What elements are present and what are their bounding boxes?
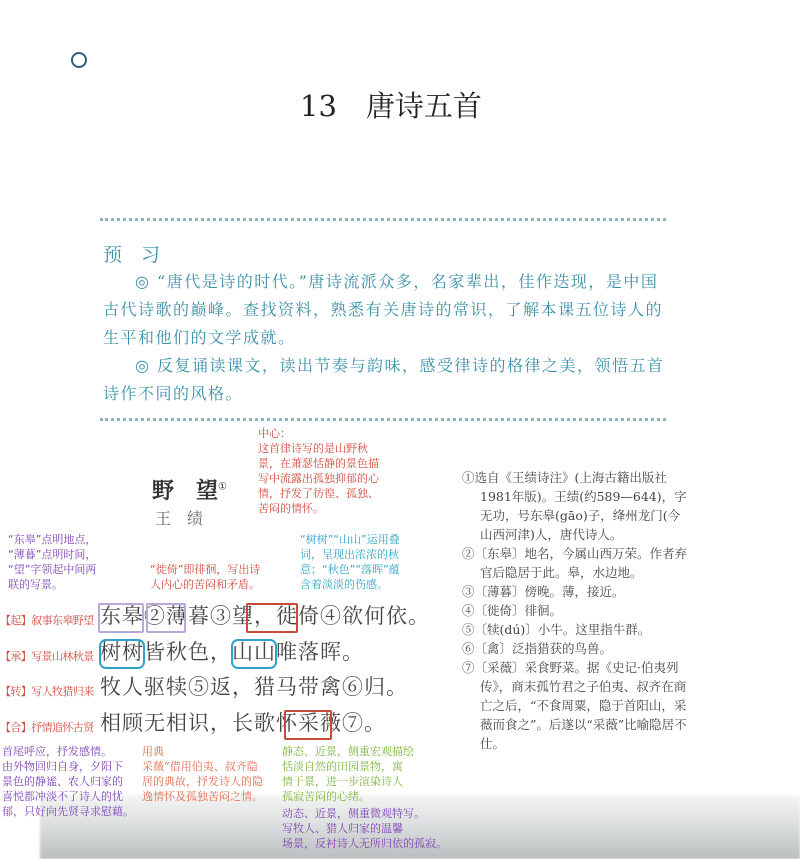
poem-title-text: 野 望 bbox=[152, 478, 219, 504]
lesson-title: 13 唐诗五首 bbox=[300, 89, 482, 123]
footnote: ⑦〔采薇〕采食野菜。据《史记·伯夷列传》，商末孤竹君之子伯夷、叔齐在商亡之后，“不食周粟，隐于首阳山，采薇而食之”。后遂以“采薇”比喻隐居不仕。 bbox=[462, 660, 687, 751]
annotation-line: 意；“秋色”“落晖”蕴 bbox=[300, 563, 400, 576]
footnote: ②〔东皋〕地名，今属山西万荣。作者弃官后隐居于此。皋，水边地。 bbox=[462, 546, 688, 580]
annotation-line: 这首律诗写的是山野秋 bbox=[258, 442, 368, 455]
annotation-line: 采薇”借用伯夷、叔齐隐 bbox=[142, 760, 258, 773]
highlight-box bbox=[98, 603, 144, 633]
poem-line: 树树皆秋色，山山唯落晖。 bbox=[100, 640, 364, 664]
annotation-line: 中心： bbox=[258, 427, 291, 440]
footnote: ⑤〔犊(dú)〕小牛。这里指牛群。 bbox=[462, 622, 651, 637]
poem-line: 东皋②薄暮③望，徙倚④欲何依。 bbox=[100, 604, 430, 628]
structure-label: 【承】写景山林秋景 bbox=[0, 650, 94, 663]
highlight-box bbox=[246, 603, 298, 633]
annotation-ending bbox=[2, 744, 134, 819]
annotation-line: 苦闷的情怀。 bbox=[258, 502, 324, 515]
annotation-line: 居的典故，抒发诗人的隐 bbox=[142, 775, 263, 788]
footnote: ①选自《王绩诗注》(上海古籍出版社1981年版)。王绩(约589—644)，字无功，号东皋(gāo)子，绛州龙门(今山西河津)人，唐代诗人。 bbox=[462, 470, 687, 542]
annotation-line: 写中流露出孤独抑郁的心 bbox=[258, 472, 379, 485]
annotation-line: 郁，只好向先贤寻求慰藉。 bbox=[2, 805, 134, 818]
preview-paragraph: ◎ “唐代是诗的时代。”唐诗流派众多，名家辈出，佳作迭现，是中国古代诗歌的巅峰。查找资料，熟悉有关唐诗的常识，了解本课五位诗人的生平和他们的文学成就。 bbox=[103, 272, 664, 347]
preview-paragraph: ◎ 反复诵读课文，读出节奏与韵味，感受律诗的格律之美，领悟五首诗作不同的风格。 bbox=[103, 356, 665, 403]
annotation-line: 人内心的苦闷和矛盾。 bbox=[150, 578, 260, 591]
annotation-line: 孤寂苦闷的心绪。 bbox=[282, 790, 370, 803]
annotation-line: 首尾呼应，抒发感情。 bbox=[2, 745, 112, 758]
footnote: ③〔薄暮〕傍晚。薄，接近。 bbox=[462, 584, 625, 599]
annotation-line: 动态、近景，侧重微观特写。 bbox=[282, 807, 425, 820]
footnote: ④〔徙倚〕徘徊。 bbox=[462, 603, 563, 618]
footnote-ref: ① bbox=[218, 481, 227, 493]
annotation-place-time bbox=[8, 532, 96, 592]
highlight-box bbox=[284, 710, 332, 740]
annotation-xuyi bbox=[150, 562, 260, 592]
poem-title bbox=[152, 474, 227, 505]
highlight-box bbox=[231, 639, 277, 669]
annotation-line: 逸情怀及孤独苦闷之情。 bbox=[142, 790, 263, 803]
annotation-line: “薄暮”点明时间， bbox=[8, 548, 97, 561]
structure-label: 【合】抒情追怀古贤 bbox=[0, 721, 94, 734]
annotation-line: 写牧人、猎人归家的温馨 bbox=[282, 822, 403, 835]
annotation-line: 联的写景。 bbox=[8, 578, 63, 591]
structure-label: 【起】叙事东皋野望 bbox=[0, 614, 94, 627]
divider bbox=[100, 418, 666, 421]
annotation-line: 景色的静谧、农人归家的 bbox=[2, 775, 123, 788]
annotation-allusion bbox=[142, 744, 263, 804]
annotation-line: 静态、近景，侧重宏观描绘 bbox=[282, 745, 414, 758]
annotation-dynamic bbox=[282, 806, 447, 851]
annotation-line: “徙倚”即徘徊，写出诗 bbox=[150, 563, 261, 576]
structure-label: 【转】写人牧猎归来 bbox=[0, 685, 94, 698]
annotation-line: 用典 bbox=[142, 745, 164, 758]
annotation-line: 场景，反衬诗人无所归依的孤寂。 bbox=[282, 837, 447, 850]
preview-text bbox=[103, 268, 666, 408]
poem-line: 相顾无相识，长歌怀采薇⑦。 bbox=[100, 711, 386, 735]
annotation-reduplication bbox=[300, 532, 400, 592]
preview-heading: 预 习 bbox=[103, 244, 161, 266]
annotation-center bbox=[258, 426, 379, 516]
annotation-static bbox=[282, 744, 414, 804]
footnotes bbox=[462, 468, 688, 753]
face-icon bbox=[71, 52, 87, 68]
poem-author: 王 绩 bbox=[155, 509, 204, 528]
footnote: ⑥〔禽〕泛指猎获的鸟兽。 bbox=[462, 641, 613, 656]
annotation-line: 由外物回归自身，夕阳下 bbox=[2, 760, 123, 773]
annotation-line: 词，呈现出浓浓的秋 bbox=[300, 548, 399, 561]
annotation-line: 情于景，进一步渲染诗人 bbox=[282, 775, 403, 788]
annotation-line: 喜悦都冲淡不了诗人的忧 bbox=[2, 790, 123, 803]
annotation-line: 景，在萧瑟恬静的景色描 bbox=[258, 457, 379, 470]
annotation-line: 含着淡淡的伤感。 bbox=[300, 578, 388, 591]
annotation-line: “东皋”点明地点， bbox=[8, 533, 97, 546]
highlight-box bbox=[99, 639, 145, 669]
annotation-line: 情，抒发了彷徨、孤独、 bbox=[258, 487, 379, 500]
annotation-line: 恬淡自然的田园景物，寓 bbox=[282, 760, 403, 773]
highlight-box bbox=[146, 603, 186, 633]
poem-line: 牧人驱犊⑤返，猎马带禽⑥归。 bbox=[100, 675, 408, 699]
annotation-line: “望”字领起中间两 bbox=[8, 563, 97, 576]
annotation-line: “树树”“山山”运用叠 bbox=[300, 533, 400, 546]
divider bbox=[100, 218, 666, 221]
